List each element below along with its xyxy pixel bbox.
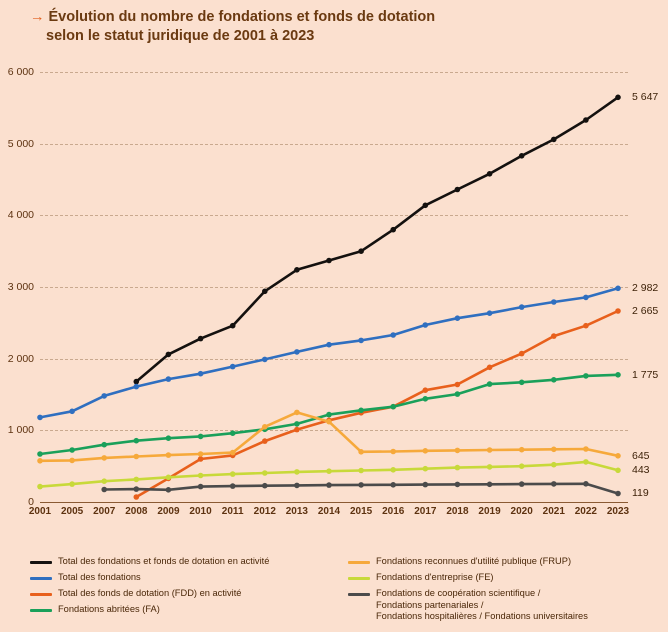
series-point — [487, 381, 493, 387]
series-point — [166, 487, 172, 493]
x-axis-tick-label: 2021 — [542, 506, 565, 517]
legend-item[interactable] — [30, 556, 330, 568]
gridline — [40, 502, 628, 503]
series-point — [358, 482, 364, 488]
series-point — [69, 409, 75, 415]
series-point — [294, 410, 300, 416]
series-point — [69, 447, 75, 453]
series-point — [326, 342, 332, 348]
series-end-label: 443 — [632, 464, 650, 477]
legend-item[interactable] — [348, 556, 648, 568]
series-point — [615, 286, 621, 292]
series-point — [423, 387, 429, 393]
series-point — [134, 494, 140, 500]
series-point — [101, 455, 107, 461]
series-point — [134, 454, 140, 460]
series-point — [230, 483, 236, 489]
series-point — [487, 310, 493, 316]
series-point — [583, 295, 589, 301]
legend-swatch-icon — [30, 561, 52, 564]
y-axis-tick-label: 1 000 — [7, 424, 34, 437]
legend-item-label: Fondations de coopération scientifique / Fondations partenariales / Fondations hospitalières / Fondations universitaires — [376, 588, 588, 621]
series-point — [551, 462, 557, 468]
series-point — [551, 377, 557, 383]
x-axis-tick-label: 2015 — [349, 506, 373, 517]
series-point — [166, 475, 172, 481]
legend-swatch-icon — [348, 561, 370, 564]
series-point — [615, 453, 621, 459]
series-point — [134, 477, 140, 483]
x-axis-tick-label: 2013 — [285, 506, 308, 517]
series-point — [326, 419, 332, 425]
series-point — [69, 481, 75, 487]
legend-item-label: Total des fonds de dotation (FDD) en activité — [58, 588, 242, 598]
series-point — [551, 481, 557, 487]
series-point — [519, 463, 525, 469]
series-point — [134, 438, 140, 444]
legend-item-label: Total des fondations et fonds de dotation en activité — [58, 556, 270, 566]
series-end-label: 645 — [632, 449, 650, 462]
series-point — [198, 434, 204, 440]
series-point — [423, 322, 429, 328]
chart-plot-area — [7, 66, 659, 517]
series-point — [294, 267, 300, 273]
series-point — [166, 352, 172, 358]
series-point — [519, 447, 525, 453]
series-point — [423, 203, 429, 209]
x-axis-tick-label: 2007 — [93, 506, 116, 517]
series-point — [615, 468, 621, 474]
series-point — [326, 258, 332, 264]
series-point — [230, 450, 236, 456]
series-end-label: 2 982 — [632, 282, 659, 295]
series-point — [358, 248, 364, 254]
series-point — [230, 471, 236, 477]
chart-title — [30, 8, 640, 46]
series-point — [230, 323, 236, 329]
series-point — [519, 304, 525, 310]
series-end-label: 2 665 — [632, 305, 659, 317]
series-point — [551, 299, 557, 305]
series-point — [487, 171, 493, 177]
series-point — [37, 458, 43, 464]
series-point — [519, 153, 525, 159]
x-axis-tick-label: 2008 — [125, 506, 148, 517]
series-point — [583, 459, 589, 465]
series-point — [390, 467, 396, 473]
series-point — [294, 469, 300, 475]
series-point — [37, 484, 43, 490]
x-axis-tick-label: 2012 — [253, 506, 276, 517]
x-axis-tick-label: 2022 — [574, 506, 597, 517]
series-point — [166, 376, 172, 382]
series-point — [390, 482, 396, 488]
series-point — [262, 424, 268, 430]
x-axis-tick-label: 2020 — [510, 506, 533, 517]
series-point — [390, 332, 396, 338]
series-point — [37, 451, 43, 457]
chart-legend — [30, 556, 650, 624]
legend-item[interactable] — [30, 572, 330, 584]
series-point — [198, 473, 204, 479]
series-point — [551, 333, 557, 339]
legend-item[interactable] — [348, 572, 648, 584]
series-point — [519, 380, 525, 386]
series-point — [101, 478, 107, 484]
series-point — [455, 187, 461, 193]
series-point — [455, 448, 461, 454]
series-point — [37, 415, 43, 421]
legend-item[interactable] — [30, 604, 330, 616]
x-axis-tick-label: 2010 — [189, 506, 212, 517]
series-point — [615, 308, 621, 314]
series-line — [40, 288, 618, 417]
x-axis-tick-label: 2016 — [382, 506, 405, 517]
series-point — [455, 482, 461, 488]
series-point — [198, 371, 204, 377]
series-point — [583, 446, 589, 452]
x-axis-tick-label: 2017 — [414, 506, 437, 517]
series-point — [294, 421, 300, 427]
series-point — [262, 470, 268, 476]
series-point — [358, 468, 364, 474]
x-axis-tick-label: 2011 — [221, 506, 244, 517]
series-end-label: 119 — [632, 487, 649, 500]
series-point — [455, 465, 461, 471]
series-container — [40, 72, 628, 502]
series-point — [423, 448, 429, 454]
series-point — [101, 487, 107, 493]
series-point — [294, 427, 300, 433]
series-end-label: 5 647 — [632, 91, 659, 104]
legend-item[interactable] — [30, 588, 330, 600]
series-point — [487, 464, 493, 470]
series-point — [198, 456, 204, 462]
chart-title-line1: Évolution du nombre de fondations et fonds de dotation — [48, 9, 436, 25]
y-axis-tick-label: 3 000 — [7, 281, 34, 293]
series-point — [262, 483, 268, 489]
legend-swatch-icon — [348, 577, 370, 580]
series-point — [358, 408, 364, 414]
series-point — [134, 384, 140, 390]
series-point — [390, 449, 396, 455]
legend-swatch-icon — [30, 593, 52, 596]
legend-swatch-icon — [30, 577, 52, 580]
series-point — [230, 430, 236, 436]
legend-column-right — [348, 556, 648, 627]
series-point — [551, 447, 557, 453]
series-point — [487, 447, 493, 453]
series-point — [551, 137, 557, 143]
series-point — [262, 357, 268, 363]
legend-item-label: Fondations abritées (FA) — [58, 604, 160, 614]
x-axis-tick-label: 2014 — [317, 506, 341, 517]
series-point — [166, 452, 172, 458]
series-point — [583, 373, 589, 379]
series-point — [390, 227, 396, 233]
arrow-icon: → — [30, 9, 45, 25]
series-point — [423, 482, 429, 488]
series-point — [455, 315, 461, 321]
series-point — [583, 481, 589, 487]
series-point — [294, 483, 300, 489]
series-point — [294, 349, 300, 355]
legend-swatch-icon — [348, 593, 370, 596]
series-point — [583, 117, 589, 123]
series-point — [262, 438, 268, 444]
series-point — [519, 351, 525, 357]
series-point — [101, 393, 107, 399]
series-point — [134, 486, 140, 492]
series-point — [101, 442, 107, 448]
series-point — [69, 458, 75, 464]
series-point — [390, 404, 396, 410]
y-axis-tick-label: 0 — [28, 496, 34, 508]
legend-swatch-icon — [30, 609, 52, 612]
series-point — [455, 382, 461, 388]
series-point — [198, 336, 204, 342]
x-axis-tick-label: 2005 — [60, 506, 84, 517]
series-point — [358, 449, 364, 455]
series-point — [358, 338, 364, 344]
legend-item[interactable] — [348, 588, 648, 623]
y-axis-tick-label: 4 000 — [7, 209, 34, 222]
x-axis-tick-label: 2001 — [28, 506, 52, 517]
series-point — [262, 289, 268, 295]
series-point — [423, 396, 429, 402]
y-axis-tick-label: 5 000 — [7, 137, 34, 150]
y-axis-tick-label: 2 000 — [7, 352, 34, 365]
series-end-label: 1 775 — [632, 368, 659, 381]
x-axis-tick-label: 2009 — [157, 506, 180, 517]
series-point — [423, 466, 429, 472]
series-point — [134, 379, 140, 385]
series-point — [487, 482, 493, 488]
series-point — [230, 364, 236, 370]
chart-title-line2: selon le statut juridique de 2001 à 2023 — [46, 28, 315, 44]
series-point — [519, 481, 525, 487]
series-point — [583, 323, 589, 329]
x-axis-tick-label: 2018 — [446, 506, 469, 517]
series-point — [615, 372, 621, 378]
series-point — [326, 482, 332, 488]
legend-column-left — [30, 556, 330, 620]
series-point — [326, 412, 332, 418]
series-point — [455, 391, 461, 397]
series-point — [166, 435, 172, 441]
series-point — [198, 484, 204, 490]
series-point — [615, 95, 621, 101]
series-point — [198, 451, 204, 457]
series-point — [487, 365, 493, 371]
series-point — [326, 468, 332, 474]
legend-item-label: Total des fondations — [58, 572, 141, 582]
x-axis-tick-label: 2019 — [478, 506, 501, 517]
legend-item-label: Fondations d'entreprise (FE) — [376, 572, 494, 582]
legend-item-label: Fondations reconnues d'utilité publique (FRUP) — [376, 556, 572, 566]
x-axis-tick-label: 2023 — [606, 506, 630, 517]
series-point — [615, 491, 621, 497]
y-axis-tick-label: 6 000 — [7, 66, 34, 78]
